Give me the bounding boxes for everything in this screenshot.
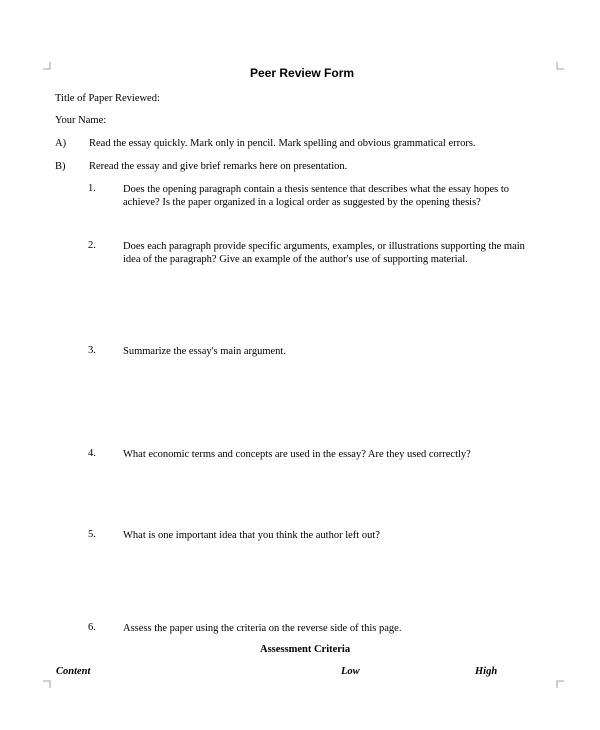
question-text: Does each paragraph provide specific arguments, examples, or illustrations supporting the main idea of the paragraph? Give an example of the author's use of supporting material. (123, 241, 525, 265)
assessment-heading: Assessment Criteria (260, 644, 351, 655)
top-left-crop-mark (43, 62, 51, 70)
instruction-text: Reread the essay and give brief remarks here on presentation. (89, 161, 348, 172)
bottom-left-crop-mark (43, 680, 51, 688)
question-number: 1. (88, 183, 96, 194)
question-number: 2. (88, 240, 96, 251)
question-text: Summarize the essay's main argument. (123, 346, 286, 357)
assessment-column-high: High (475, 666, 498, 677)
question-number: 6. (88, 622, 96, 633)
question-text: Does the opening paragraph contain a thesis sentence that describes what the essay hopes to achieve? Is the paper organized in a logical order as suggested by the opening thesis? (123, 184, 510, 208)
bottom-right-crop-mark (556, 680, 564, 688)
top-right-crop-mark (556, 62, 564, 70)
question-text: What is one important idea that you think the author left out? (123, 530, 380, 541)
your-name-label: Your Name: (55, 115, 107, 126)
instruction-text: Read the essay quickly. Mark only in pencil. Mark spelling and obvious grammatical errors. (89, 138, 476, 149)
instruction-marker: A) (55, 138, 67, 149)
question-number: 5. (88, 529, 96, 540)
instruction-marker: B) (55, 161, 66, 172)
assessment-column-low: Low (341, 666, 360, 677)
paper-title-label: Title of Paper Reviewed: (55, 93, 160, 104)
page-title: Peer Review Form (250, 66, 355, 80)
question-text: What economic terms and concepts are used in the essay? Are they used correctly? (123, 449, 471, 460)
assessment-column-content: Content (56, 666, 91, 677)
question-number: 4. (88, 448, 96, 459)
question-text: Assess the paper using the criteria on the reverse side of this page. (123, 623, 402, 634)
question-number: 3. (88, 345, 96, 356)
